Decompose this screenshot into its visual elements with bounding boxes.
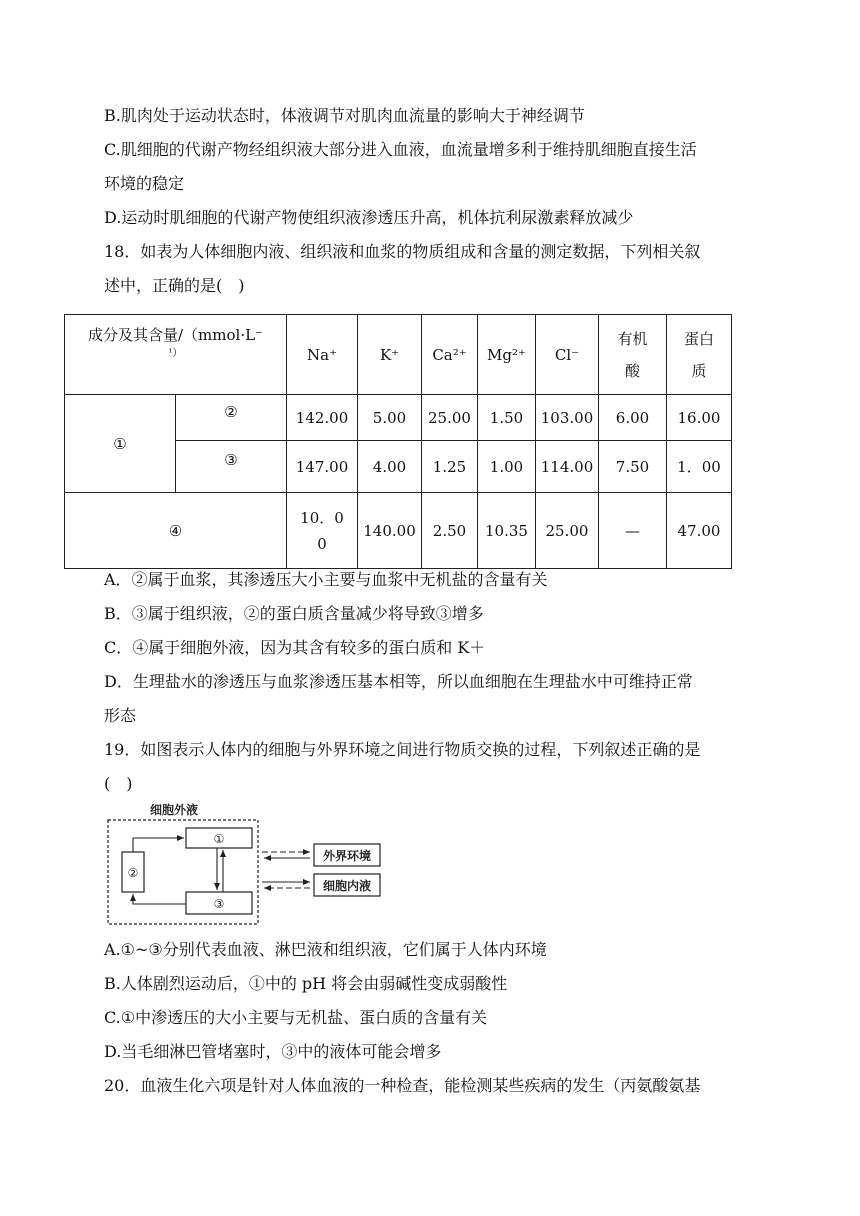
table-cell: 2.50: [422, 493, 478, 569]
table-cell: 1.00: [478, 441, 536, 493]
arrow-3-to-2: [133, 894, 186, 904]
table-cell: 147.00: [287, 441, 358, 493]
table-cell: 16.00: [667, 395, 732, 441]
table-cell: 1.50: [478, 395, 536, 441]
header-k: K⁺: [358, 315, 422, 395]
arrow-2-to-1: [133, 838, 184, 852]
header-mg: Mg²⁺: [478, 315, 536, 395]
q17-option-c-line1: C.肌细胞的代谢产物经组织液大部分进入血液，血流量增多利于维持肌细胞直接生活: [104, 140, 697, 159]
header-na: Na⁺: [287, 315, 358, 395]
table-cell: 114.00: [536, 441, 599, 493]
header-cl: Cl⁻: [536, 315, 599, 395]
q17-option-c-line2: 环境的稳定: [104, 174, 185, 193]
q17-option-b: B.肌肉处于运动状态时，体液调节对肌肉血流量的影响大于神经调节: [104, 106, 585, 125]
table-cell: 142.00: [287, 395, 358, 441]
box-2-label: ②: [127, 866, 139, 880]
q18-option-d-line2: 形态: [104, 706, 137, 725]
q19-option-b: B.人体剧烈运动后，①中的 pH 将会由弱碱性变成弱酸性: [104, 974, 508, 993]
composition-table: [64, 314, 732, 569]
table-cell: 47.00: [667, 493, 732, 569]
q18-option-c: C．④属于细胞外液，因为其含有较多的蛋白质和 K＋: [104, 638, 486, 657]
q18-stem-line1: 18．如表为人体细胞内液、组织液和血浆的物质组成和含量的测定数据，下列相关叙: [104, 242, 701, 261]
table-cell: 25.00: [536, 493, 599, 569]
q18-option-b: B．③属于组织液，②的蛋白质含量减少将导致③增多: [104, 604, 484, 623]
q19-stem-line1: 19．如图表示人体内的细胞与外界环境之间进行物质交换的过程，下列叙述正确的是: [104, 740, 701, 759]
q17-option-d: D.运动时肌细胞的代谢产物使组织液渗透压升高，机体抗利尿激素释放减少: [104, 208, 634, 227]
external-environment-label: 外界环境: [322, 849, 372, 863]
q19-option-d: D.当毛细淋巴管堵塞时，③中的液体可能会增多: [104, 1042, 442, 1061]
table-cell: —: [599, 493, 667, 569]
row-label: ④: [65, 493, 287, 569]
header-organic-acid: 有机 酸: [599, 315, 667, 395]
table-cell: 6.00: [599, 395, 667, 441]
table-cell: 7.50: [599, 441, 667, 493]
intracellular-fluid-label: 细胞内液: [322, 879, 372, 893]
body-fluid-diagram: [100, 796, 400, 930]
diagram-title: 细胞外液: [150, 803, 199, 817]
table-cell: 1．00: [667, 441, 732, 493]
header-components: 成分及其含量/（mmol·L⁻ ¹）: [65, 315, 287, 395]
table-header-row: [65, 315, 732, 395]
box-1-label: ①: [213, 832, 225, 846]
row-label: ③: [176, 441, 287, 493]
header-protein: 蛋白 质: [667, 315, 732, 395]
header-ca: Ca²⁺: [422, 315, 478, 395]
q18-stem-line2: 述中，正确的是( ): [104, 276, 245, 295]
table-cell: 1.25: [422, 441, 478, 493]
row-label: ②: [176, 395, 287, 441]
q18-option-a: A．②属于血浆，其渗透压大小主要与血浆中无机盐的含量有关: [104, 570, 548, 589]
table-cell: 10．0 0: [287, 493, 358, 569]
q19-option-c: C.①中渗透压的大小主要与无机盐、蛋白质的含量有关: [104, 1008, 488, 1027]
q18-option-d-line1: D．生理盐水的渗透压与血浆渗透压基本相等，所以血细胞在生理盐水中可维持正常: [104, 672, 693, 691]
q19-stem-line2: ( ): [104, 774, 133, 793]
table-row: [65, 493, 732, 569]
table-cell: 140.00: [358, 493, 422, 569]
table-cell: 103.00: [536, 395, 599, 441]
q19-option-a: A.①~③分别代表血液、淋巴液和组织液，它们属于人体内环境: [104, 940, 547, 959]
group-label-1: ①: [65, 395, 176, 493]
table-cell: 25.00: [422, 395, 478, 441]
table-cell: 5.00: [358, 395, 422, 441]
table-cell: 4.00: [358, 441, 422, 493]
table-row: [65, 395, 732, 441]
box-3-label: ③: [213, 897, 225, 911]
table-cell: 10.35: [478, 493, 536, 569]
q20-stem: 20．血液生化六项是针对人体血液的一种检查，能检测某些疾病的发生（丙氨酸氨基: [104, 1076, 701, 1095]
